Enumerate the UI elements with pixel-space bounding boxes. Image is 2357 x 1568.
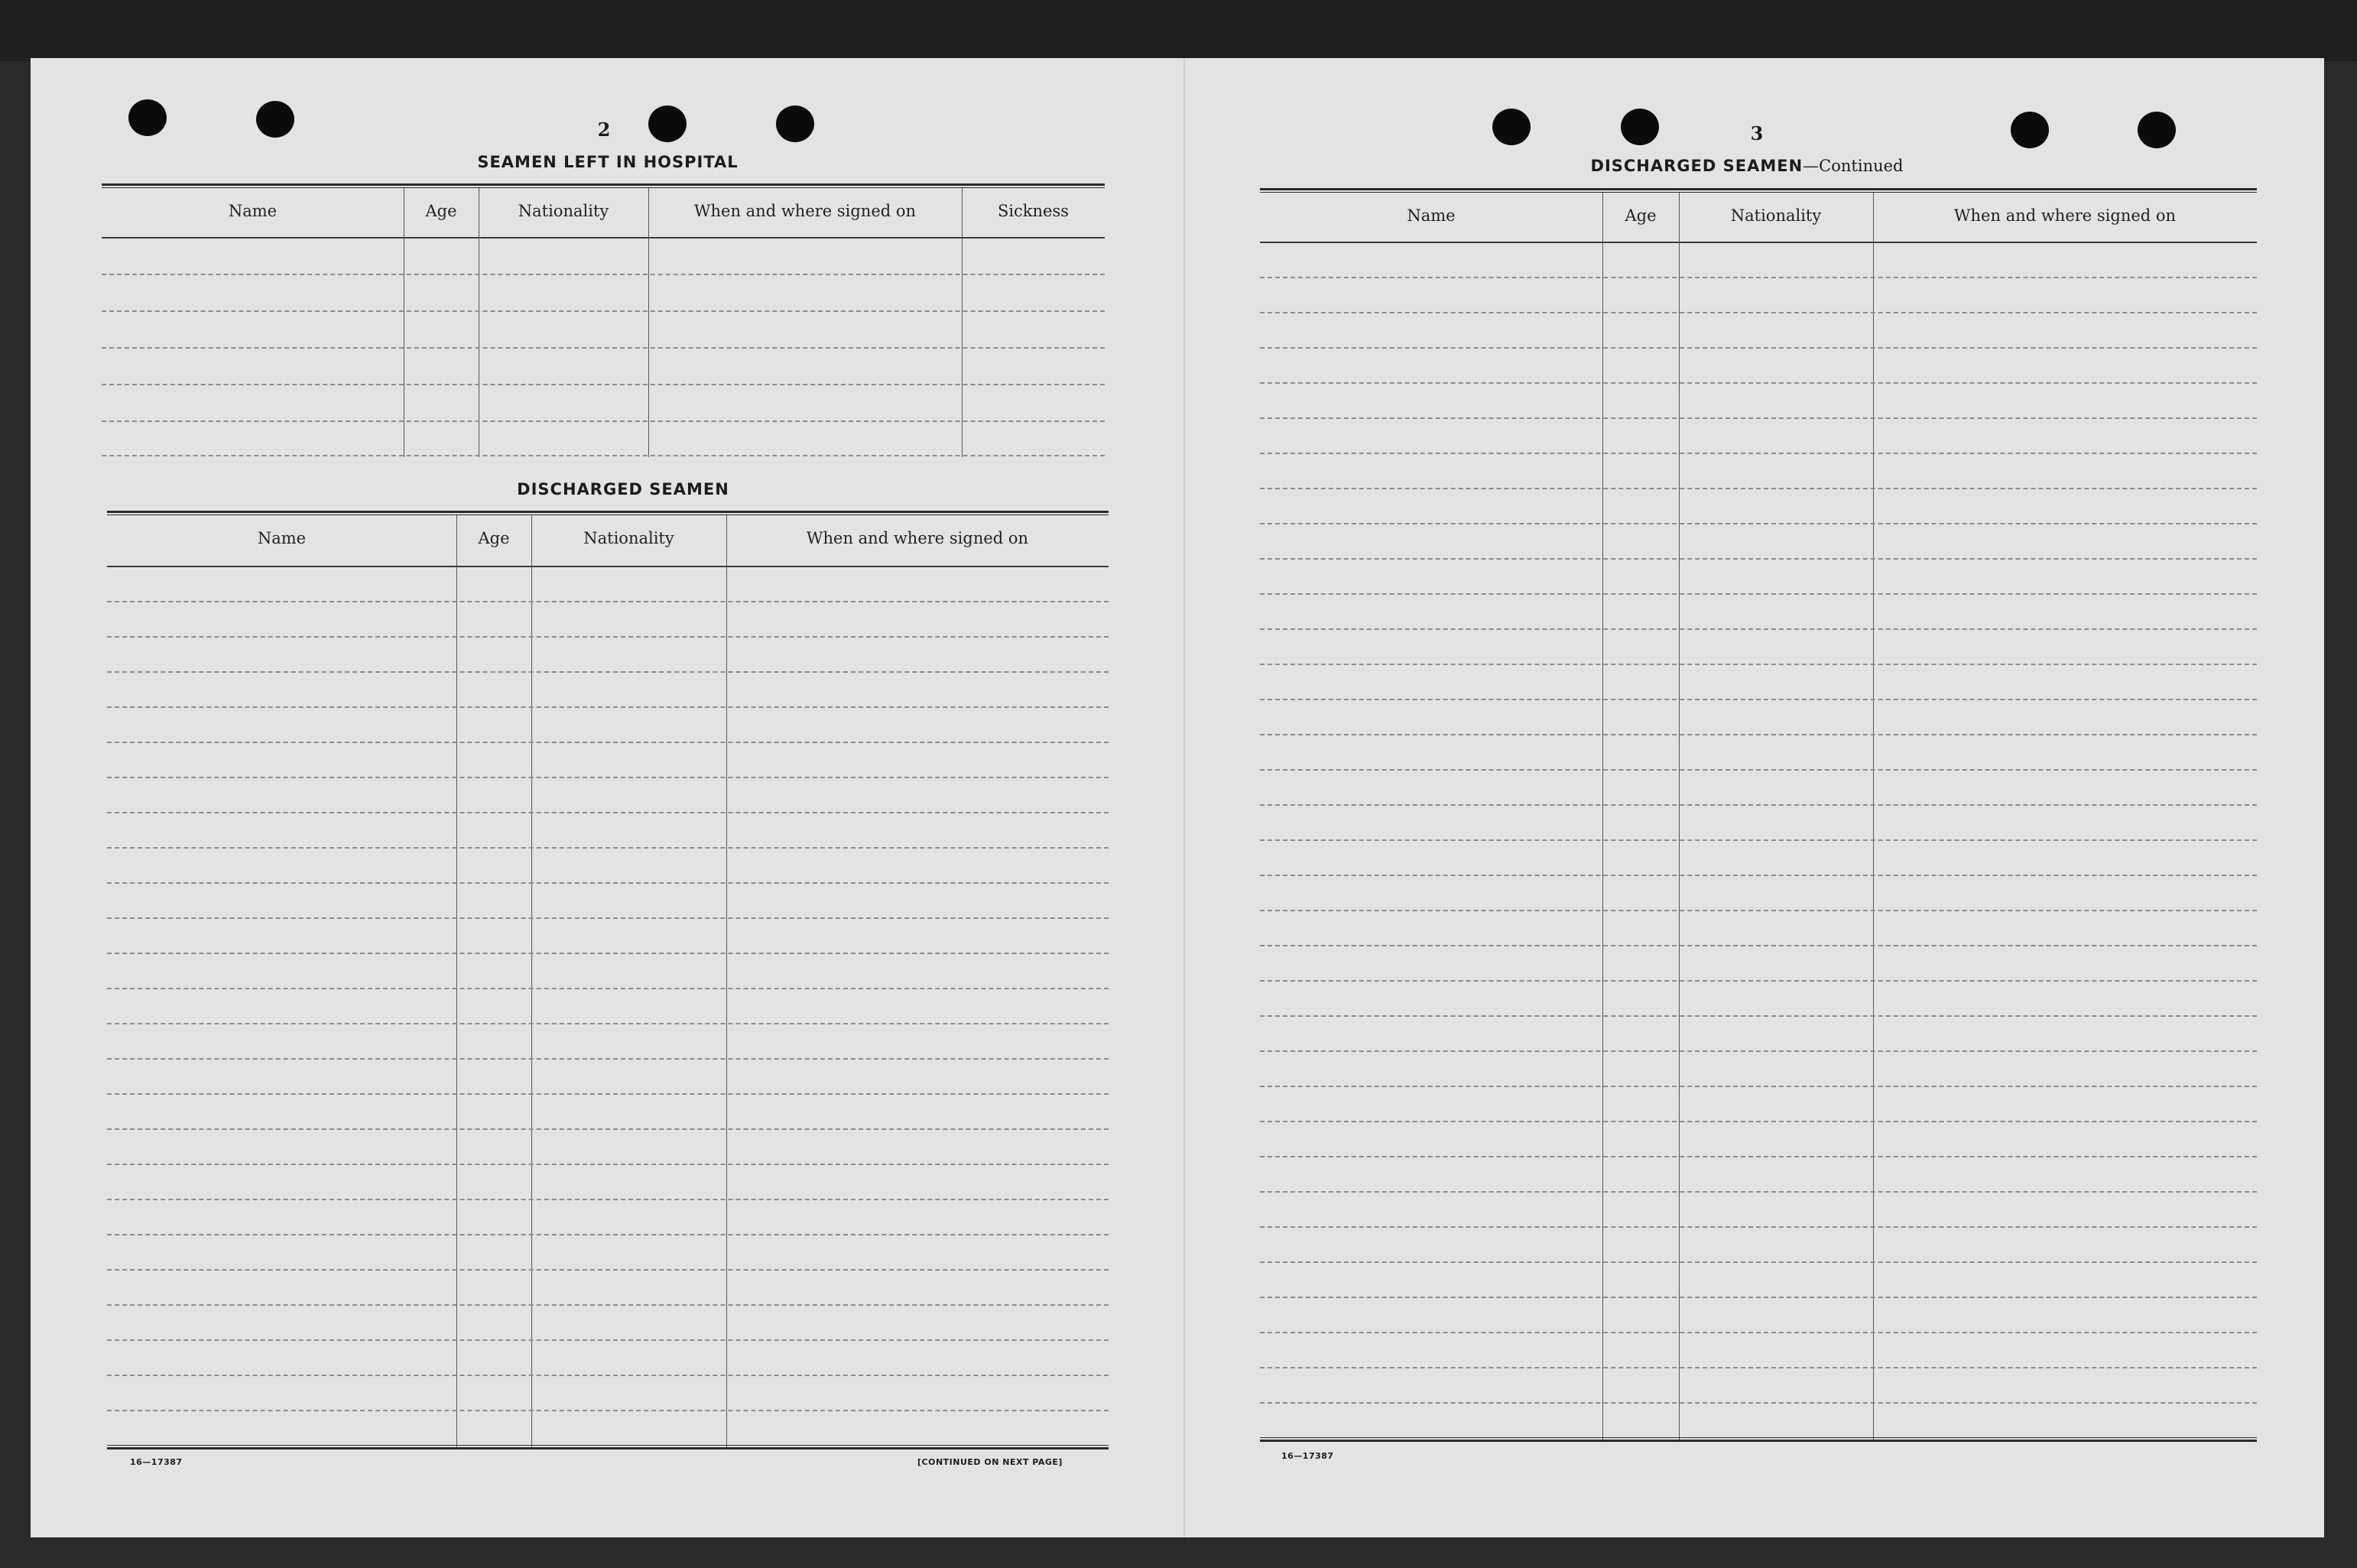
entry-line	[1260, 628, 2257, 630]
entry-line	[107, 1410, 1109, 1411]
entry-line	[107, 1339, 1109, 1341]
entry-line	[1260, 804, 2257, 806]
entry-line	[1260, 1191, 2257, 1193]
entry-line	[1260, 312, 2257, 313]
entry-line	[107, 1199, 1109, 1200]
entry-line	[107, 1234, 1109, 1235]
title-main: DISCHARGED SEAMEN	[1590, 157, 1803, 175]
scanner-background	[0, 0, 2357, 61]
entry-line	[1260, 1402, 2257, 1404]
entry-line	[107, 601, 1109, 602]
entry-line	[102, 274, 1105, 275]
punch-hole	[648, 106, 687, 142]
punch-hole	[2011, 112, 2049, 148]
entry-line	[107, 1128, 1109, 1130]
entry-line	[107, 706, 1109, 708]
table-header-row	[1260, 206, 2257, 225]
entry-line	[107, 636, 1109, 638]
table-top-rule	[1260, 188, 2257, 193]
entry-line	[102, 384, 1105, 385]
entry-line	[1260, 523, 2257, 524]
entry-line	[1260, 1261, 2257, 1263]
header-underline	[1260, 242, 2257, 243]
column-header-when-where: When and where signed on	[693, 202, 917, 220]
entry-line	[1260, 875, 2257, 876]
entry-line	[1260, 1015, 2257, 1017]
entry-line	[107, 1164, 1109, 1165]
entry-line	[107, 742, 1109, 743]
entry-line	[107, 812, 1109, 813]
entry-line	[1260, 1367, 2257, 1368]
entry-line	[107, 882, 1109, 884]
form-number-right: 16—17387	[1281, 1451, 1334, 1461]
entry-line	[1260, 945, 2257, 946]
entry-line	[1260, 1121, 2257, 1122]
column-header-sickness: Sickness	[997, 202, 1070, 220]
column-header-age: Age	[478, 529, 510, 547]
column-divider	[1873, 193, 1874, 1442]
entry-line	[1260, 593, 2257, 595]
column-divider	[726, 515, 727, 1450]
entry-line	[107, 1058, 1109, 1060]
entry-line	[1260, 453, 2257, 454]
entry-line	[1260, 1297, 2257, 1298]
column-header-name: Name	[257, 529, 307, 547]
column-divider	[531, 515, 532, 1450]
discharged-table-left	[107, 511, 1109, 1451]
entry-line	[107, 917, 1109, 919]
entry-line	[1260, 769, 2257, 771]
entry-line	[102, 310, 1105, 312]
entry-line	[1260, 382, 2257, 384]
entry-line	[107, 988, 1109, 989]
page-number-right: 3	[1750, 122, 1764, 144]
punch-hole	[2138, 112, 2176, 148]
column-divider	[1602, 193, 1603, 1442]
entry-line	[107, 847, 1109, 849]
hospital-table	[102, 183, 1105, 457]
header-underline	[102, 237, 1105, 239]
header-underline	[107, 566, 1109, 567]
entry-line	[102, 347, 1105, 349]
entry-line	[107, 671, 1109, 673]
column-header-when-where: When and where signed on	[1953, 206, 2177, 225]
entry-line	[107, 1304, 1109, 1306]
column-header-name: Name	[1407, 206, 1456, 225]
table-header-row	[107, 529, 1109, 547]
punch-hole	[256, 101, 294, 138]
entry-line	[107, 777, 1109, 778]
entry-line	[1260, 277, 2257, 278]
column-divider	[1679, 193, 1680, 1442]
table-top-rule	[107, 511, 1109, 515]
column-divider	[456, 515, 457, 1450]
entry-line	[1260, 1086, 2257, 1087]
entry-line	[107, 1375, 1109, 1376]
entry-line	[102, 420, 1105, 422]
form-number-left: 16—17387	[130, 1457, 183, 1467]
entry-line	[1260, 488, 2257, 489]
punch-hole	[128, 99, 167, 136]
hospital-section-title: SEAMEN LEFT IN HOSPITAL	[477, 153, 739, 171]
table-header-row	[102, 202, 1105, 220]
column-header-nationality: Nationality	[518, 202, 609, 220]
entry-line	[1260, 1226, 2257, 1228]
table-bottom-rule	[1260, 1437, 2257, 1442]
entry-line	[1260, 734, 2257, 735]
column-header-nationality: Nationality	[1730, 206, 1822, 225]
entry-line	[1260, 1332, 2257, 1333]
column-header-when-where: When and where signed on	[806, 529, 1029, 547]
table-top-rule	[102, 183, 1105, 188]
column-divider	[962, 188, 963, 457]
title-continued: —Continued	[1803, 157, 1904, 175]
table-bottom-rule	[107, 1445, 1109, 1450]
column-header-name: Name	[228, 202, 278, 220]
entry-line	[102, 455, 1105, 456]
entry-line	[1260, 417, 2257, 419]
punch-hole	[1492, 109, 1531, 145]
discharged-continued-title	[1556, 157, 1938, 175]
entry-line	[1260, 1156, 2257, 1157]
entry-line	[1260, 980, 2257, 982]
entry-line	[1260, 839, 2257, 841]
entry-line	[107, 1269, 1109, 1271]
entry-line	[107, 1093, 1109, 1095]
column-header-nationality: Nationality	[583, 529, 674, 547]
entry-line	[1260, 699, 2257, 700]
entry-line	[107, 953, 1109, 954]
punch-hole	[776, 106, 814, 142]
punch-hole	[1621, 109, 1659, 145]
entry-line	[1260, 1050, 2257, 1052]
continued-note: [CONTINUED ON NEXT PAGE]	[917, 1457, 1063, 1467]
entry-line	[107, 1023, 1109, 1024]
discharged-table-right	[1260, 188, 2257, 1442]
page-number-left: 2	[597, 118, 611, 141]
entry-line	[1260, 910, 2257, 911]
entry-line	[1260, 558, 2257, 560]
page-fold	[1183, 58, 1185, 1537]
entry-line	[1260, 347, 2257, 349]
column-header-age: Age	[1625, 206, 1657, 225]
entry-line	[1260, 664, 2257, 665]
column-divider	[648, 188, 649, 457]
column-header-age: Age	[425, 202, 457, 220]
discharged-section-title: DISCHARGED SEAMEN	[517, 480, 729, 498]
